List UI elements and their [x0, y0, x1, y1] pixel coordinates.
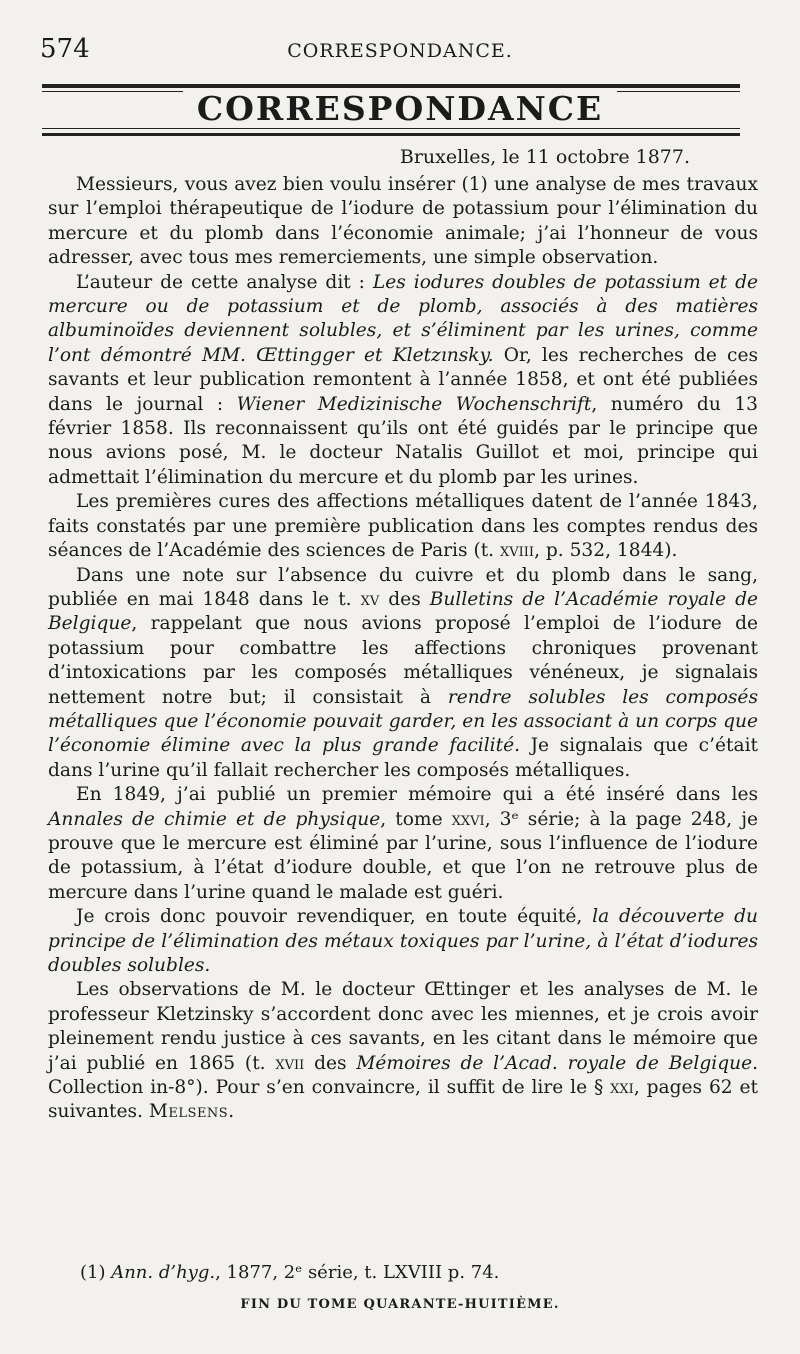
paragraph-4 — [48, 564, 758, 784]
text-span: , rappelant que nous avions proposé l’emploi de l’iodure de potassium pour combattre les affections chroniques provenant d’intoxications par les composés métalliques vénéneux, je signalais nettement notre but; il consistait à — [48, 613, 758, 708]
letter-body — [48, 173, 758, 1125]
footnote-journal: Ann. d’hyg. — [111, 1262, 216, 1283]
emphasized-text: la découverte du principe de l’élimination des métaux toxiques par l’urine, à l’état d’iodures doubles solubles. — [48, 906, 758, 976]
volume-numeral: xv — [360, 588, 380, 610]
paragraph-1: Messieurs, vous avez bien voulu insérer (1) une analyse de mes travaux sur l’emploi thérapeutique de l’iodure de potassium pour l’élimination du mercure et du plomb dans l’économie animale; j’ai l’honneur de vous adresser, avec tous mes remerciements, une simple observation. — [48, 174, 758, 269]
text-span: , numéro du 13 février 1858. Ils reconnaissent qu’ils ont été guidés par le principe que nous avions posé, M. le docteur Natalis Guillot et moi, principe qui admettait l’élimination du mercure et du plomb par les urines. — [48, 393, 758, 488]
footnote-text: , 1877, 2ᵉ série, t. LXVIII p. 74. — [215, 1262, 500, 1283]
volume-numeral: xviii — [500, 540, 535, 562]
title-rule-thick — [42, 133, 740, 136]
running-title: CORRESPONDANCE. — [287, 40, 513, 62]
text-span: Dans une note sur l’absence du cuivre et du plomb dans le sang, publiée en mai 1848 dans le t. — [48, 564, 758, 610]
paragraph-3 — [48, 490, 758, 563]
journal-title: Annales de chimie et de physique — [48, 808, 381, 830]
paragraph-2 — [48, 271, 758, 491]
volume-numeral: xvii — [275, 1052, 305, 1074]
paragraph-6 — [48, 905, 758, 978]
text-span: Je signalais que c’était dans l’urine qu’il fallait rechercher les composés métalliques. — [48, 735, 758, 781]
text-span: , pages 62 et suivantes. — [48, 1077, 758, 1123]
title-rule-thin — [42, 128, 740, 129]
text-span: L’auteur de cette analyse dit : — [76, 271, 373, 293]
footnote — [80, 1262, 499, 1283]
section-numeral: xxi — [610, 1077, 634, 1099]
section-title — [0, 89, 800, 129]
text-span: , tome — [380, 808, 452, 830]
page-number: 574 — [40, 34, 90, 64]
footnote-marker: (1) — [80, 1262, 112, 1283]
dateline: Bruxelles, le 11 octobre 1877. — [399, 146, 690, 168]
header-rule-thick — [42, 84, 740, 88]
journal-title: Mémoires de l’Acad. royale de Belgique. — [356, 1052, 758, 1074]
text-span: Or, les recherches de ces savants et leur publication remontent à l’année 1858, et ont été publiées dans le journal : — [48, 344, 758, 415]
emphasized-text: rendre solubles les composés métalliques que l’économie pouvait garder, en les associant à un corps que l’économie élimine avec la plus grande facilité. — [48, 686, 758, 757]
text-span: , 3ᵉ série; à la page 248, je prouve que le mercure est éliminé par l’urine, sous l’influence de l’iodure de potassium, à l’état d’iodure double, et que l’on ne retrouve plus de mercure dans l’urine quand le malade est guéri. — [48, 808, 758, 903]
section-title-text: CORRESPONDANCE — [183, 89, 617, 128]
text-span: Collection in-8°). Pour s’en convaincre, il suffit de lire le § — [48, 1077, 611, 1099]
paragraph-5 — [48, 783, 758, 905]
running-head — [40, 30, 760, 70]
signature: Melsens. — [148, 1101, 235, 1123]
volume-numeral: xxvi — [451, 808, 485, 830]
text-span: des — [304, 1052, 357, 1074]
text-span: Les observations de M. le docteur Œttinger et les analyses de M. le professeur Kletzinsky s’accordent donc avec les miennes, et je crois avoir pleinement rendu justice à ces savants, en les citant dans le mémoire que j’ai publié en 1865 (t. — [48, 979, 758, 1074]
journal-title: Wiener Medizinische Wochenschrift — [236, 393, 592, 415]
text-span: Je crois donc pouvoir revendiquer, en toute équité, — [76, 906, 593, 928]
text-span: En 1849, j’ai publié un premier mémoire qui a été inséré dans les — [76, 784, 758, 806]
end-of-volume-note: FIN DU TOME QUARANTE-HUITIÈME. — [240, 1297, 560, 1312]
journal-title: Bulletins de l’Académie royale de Belgique — [48, 588, 758, 635]
paragraph-7 — [48, 978, 758, 1124]
text-span: , p. 532, 1844). — [534, 540, 678, 562]
text-span: Les premières cures des affections métalliques datent de l’année 1843, faits constatés par une première publication dans les comptes rendus des séances de l’Académie des sciences de Paris (t. — [48, 491, 758, 562]
quoted-text: Les iodures doubles de potassium et de mercure ou de potassium et de plomb, associés à des matières albuminoïdes deviennent solubles, et s’éliminent par les urines, comme l’ont démontré MM. Œttingger et Kletzınsky. — [48, 271, 758, 366]
text-span: des — [379, 588, 430, 610]
